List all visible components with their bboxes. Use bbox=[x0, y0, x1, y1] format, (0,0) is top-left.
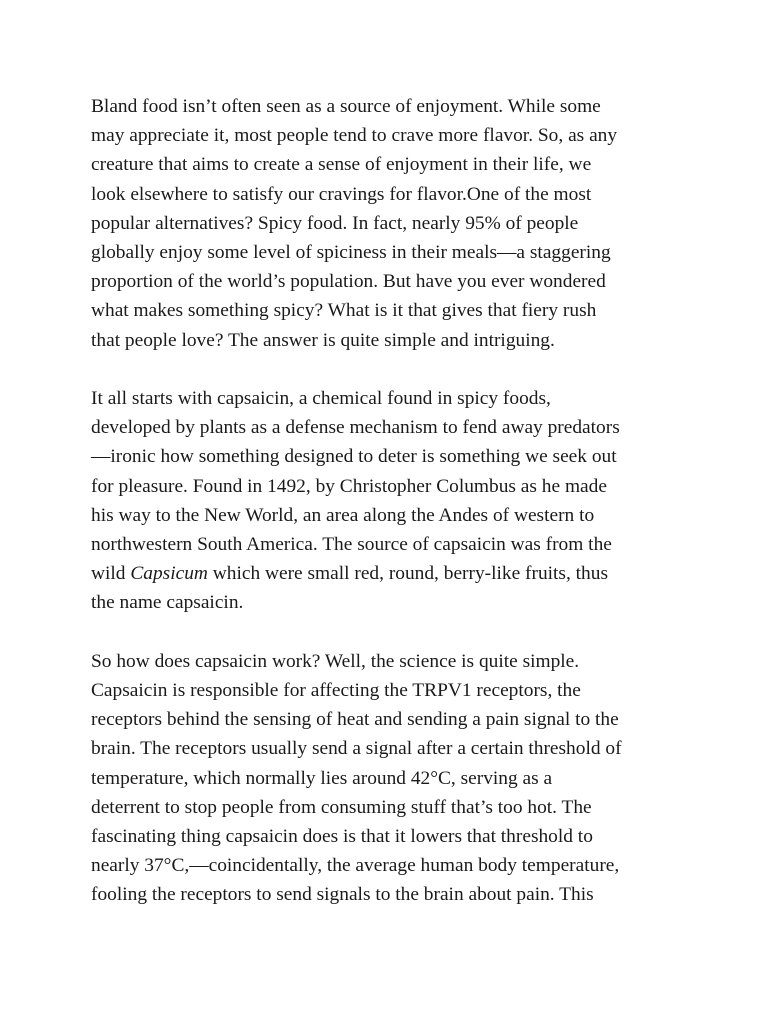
text-line: receptors behind the sensing of heat and sending a pain signal to the bbox=[91, 709, 619, 731]
text-line: It all starts with capsaicin, a chemical found in spicy foods, bbox=[91, 388, 551, 410]
text-run: which were small red, round, berry-like fruits, thus bbox=[207, 563, 608, 585]
text-line: his way to the New World, an area along the Andes of western to bbox=[91, 504, 595, 526]
text-line-with-italic bbox=[91, 559, 681, 588]
text-line: deterrent to stop people from consuming stuff that’s too hot. The bbox=[91, 796, 592, 818]
text-line: the name capsaicin. bbox=[91, 592, 244, 614]
text-line: developed by plants as a defense mechanism to fend away predators bbox=[91, 417, 620, 439]
text-line: look elsewhere to satisfy our cravings for flavor.One of the most bbox=[91, 183, 592, 205]
text-line: northwestern South America. The source of capsaicin was from the bbox=[91, 534, 612, 556]
text-line: Capsaicin is responsible for affecting the TRPV1 receptors, the bbox=[91, 680, 581, 702]
text-line: creature that aims to create a sense of enjoyment in their life, we bbox=[91, 154, 592, 176]
text-line: fascinating thing capsaicin does is that it lowers that threshold to bbox=[91, 826, 593, 848]
text-line: may appreciate it, most people tend to crave more flavor. So, as any bbox=[91, 125, 618, 147]
text-line: globally enjoy some level of spiciness in their meals—a staggering bbox=[91, 242, 611, 264]
text-line: that people love? The answer is quite simple and intriguing. bbox=[91, 329, 555, 351]
text-line: —ironic how something designed to deter is something we seek out bbox=[91, 446, 617, 468]
paragraph-how-it-works bbox=[91, 647, 681, 910]
text-line: popular alternatives? Spicy food. In fact, nearly 95% of people bbox=[91, 212, 579, 234]
paragraph-capsaicin-origin bbox=[91, 384, 681, 618]
text-line: for pleasure. Found in 1492, by Christopher Columbus as he made bbox=[91, 475, 607, 497]
text-line: proportion of the world’s population. But have you ever wondered bbox=[91, 271, 606, 293]
text-run: wild bbox=[91, 563, 131, 585]
document-page bbox=[91, 92, 681, 910]
text-line: temperature, which normally lies around 42°C, serving as a bbox=[91, 767, 553, 789]
text-line: nearly 37°C,—coincidentally, the average human body temperature, bbox=[91, 855, 620, 877]
paragraph-intro bbox=[91, 92, 681, 355]
text-line: Bland food isn’t often seen as a source of enjoyment. While some bbox=[91, 96, 601, 117]
text-line: what makes something spicy? What is it that gives that fiery rush bbox=[91, 300, 597, 322]
text-line: fooling the receptors to send signals to the brain about pain. This bbox=[91, 884, 594, 906]
italic-term-capsicum: Capsicum bbox=[130, 563, 208, 585]
text-line: brain. The receptors usually send a signal after a certain threshold of bbox=[91, 738, 622, 760]
text-line: So how does capsaicin work? Well, the science is quite simple. bbox=[91, 650, 580, 672]
